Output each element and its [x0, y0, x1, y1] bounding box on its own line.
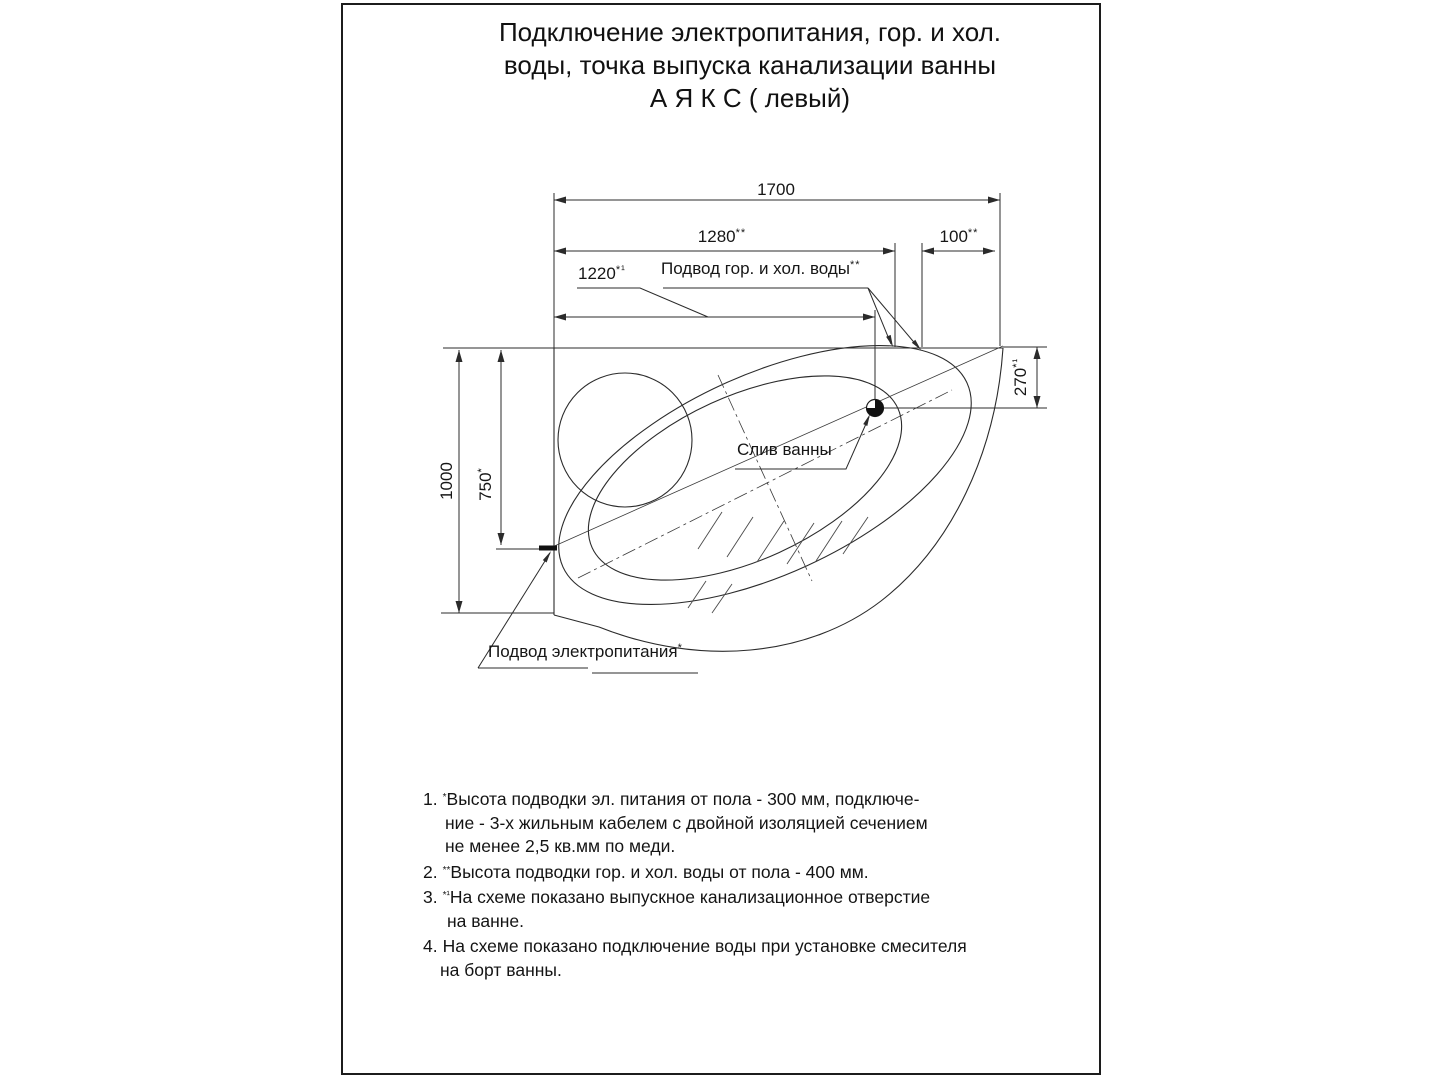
- title-line-3: А Я К С ( левый): [649, 83, 851, 113]
- dim-100-label: 100**: [939, 227, 979, 246]
- bath-outline: [443, 292, 1008, 658]
- dimension-lines: [441, 193, 1047, 613]
- bowl-ellipse: [558, 334, 932, 623]
- title-line-1: Подключение электропитания, гор. и хол.: [498, 17, 1001, 47]
- notes-block: 1. *Высота подводки эл. питания от пола - 300 мм, подключе- ние - 3-х жильным кабелем с двойной изоляцией сечением не менее 2,5 кв.мм по меди. 2. **Высота подводки гор. и хол. воды от пола - 400 мм. 3. $^{*^1}$На схеме показано выпускное канализационное отверстие на ванне. 4. На схеме показано подключение воды при установке смесителя на борт ванны.: [423, 786, 1003, 982]
- dim-1000-label: 1000: [437, 462, 456, 500]
- dim-1700-label: 1700: [757, 180, 795, 199]
- power-supply-label: Подвод электропитания*: [488, 642, 683, 661]
- dim-1220-label: $1220^{*^1}$: [578, 264, 626, 283]
- dim-1280-label: 1280**: [697, 227, 747, 246]
- leader-lines: [478, 288, 918, 673]
- dim-750-label: 750*: [476, 467, 495, 501]
- note-1: 1. *Высота подводки эл. питания от пола - 300 мм, подключе-: [423, 789, 920, 809]
- note-3: 3. $^{*^1}$На схеме показано выпускное канализационное отверстие: [423, 887, 931, 907]
- power-leader-arrow: [543, 551, 551, 563]
- water-supply-label: Подвод гор. и хол. воды**: [661, 259, 861, 278]
- drain-label: Слив ванны: [737, 440, 832, 459]
- dim-270-label: $270^{*^1}$: [1011, 357, 1030, 397]
- hatch-marks: [688, 512, 868, 613]
- title-line-2: воды, точка выпуска канализации ванны: [503, 50, 997, 80]
- drain-leader-arrow: [863, 414, 870, 426]
- drain-symbol: [867, 400, 884, 417]
- note-4: 4. На схеме показано подключение воды при установке смесителя: [423, 936, 967, 956]
- note-2: 2. **Высота подводки гор. и хол. воды от пола - 400 мм.: [423, 861, 869, 882]
- rim-ellipse: [522, 292, 1009, 658]
- headrest-circle: [558, 373, 692, 507]
